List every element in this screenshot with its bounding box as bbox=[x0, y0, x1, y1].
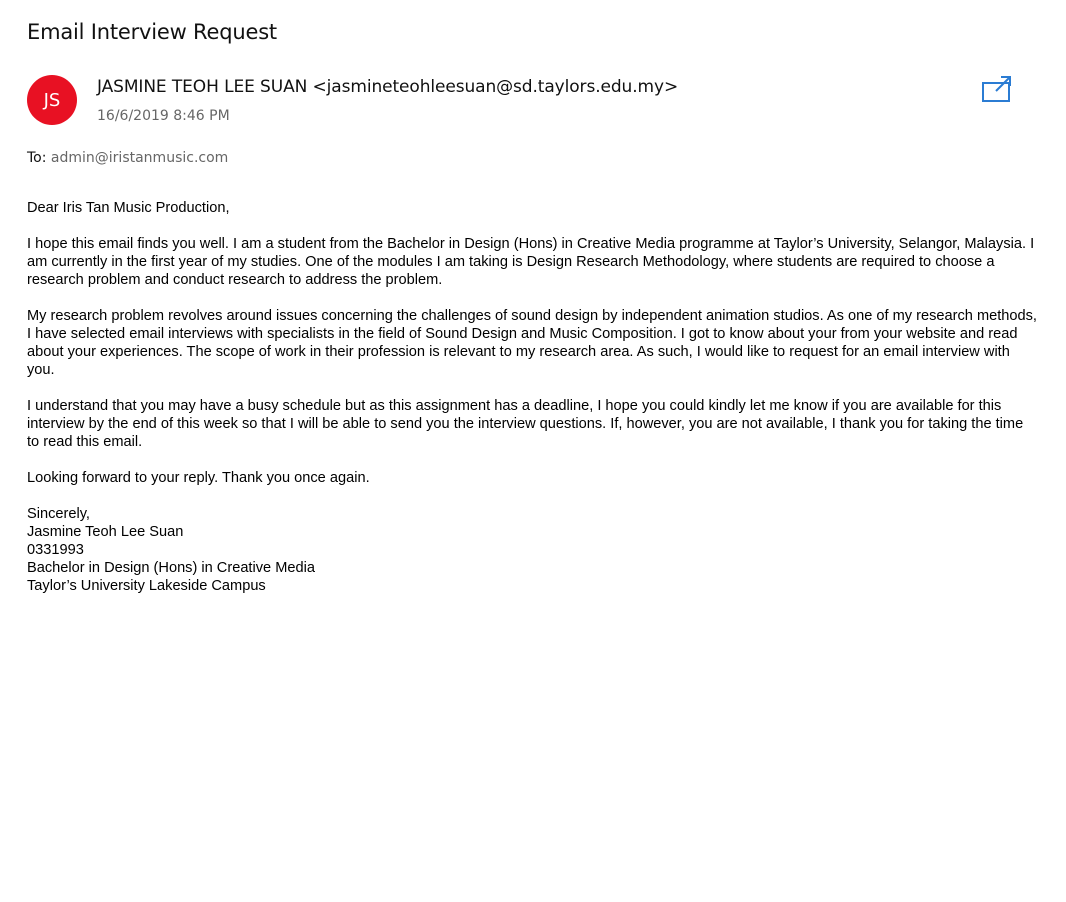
body-paragraph-4: Looking forward to your reply. Thank you once again. bbox=[27, 470, 370, 486]
signature-line: 0331993 bbox=[27, 542, 84, 558]
popout-icon bbox=[980, 74, 1014, 104]
email-subject: Email Interview Request bbox=[27, 20, 277, 44]
recipient-address[interactable]: admin@iristanmusic.com bbox=[50, 150, 229, 166]
recipient-line bbox=[27, 150, 228, 166]
sender-avatar bbox=[27, 75, 77, 125]
body-paragraph-2: My research problem revolves around issues concerning the challenges of sound design by independent animation studios. As one of my research methods, I have selected email interviews with specialists in the field of Sound Design and Music Composition. I got to know about your from your website and read about your experiences. The scope of work in their profession is relevant to my research area. As such, I would like to request for an email interview with you. bbox=[27, 308, 1037, 378]
open-in-new-window-button[interactable] bbox=[980, 74, 1014, 104]
signature-line: Jasmine Teoh Lee Suan bbox=[27, 524, 184, 540]
avatar-initials: JS bbox=[43, 89, 61, 111]
email-body bbox=[27, 199, 1039, 595]
signature-line: Taylor’s University Lakeside Campus bbox=[27, 578, 266, 594]
sender-name[interactable]: JASMINE TEOH LEE SUAN <jasmineteohleesuan@sd.taylors.edu.my> bbox=[97, 77, 679, 97]
body-paragraph-1: I hope this email finds you well. I am a student from the Bachelor in Design (Hons) in Creative Media programme at Taylor’s University, Selangor, Malaysia. I am currently in the first year of my studies. One of the modules I am taking is Design Research Methodology, where students are required to choose a research problem and conduct research to address the problem. bbox=[27, 236, 1035, 288]
greeting: Dear Iris Tan Music Production, bbox=[27, 200, 230, 216]
sent-date: 16/6/2019 8:46 PM bbox=[97, 108, 230, 124]
signature-line: Bachelor in Design (Hons) in Creative Media bbox=[27, 560, 315, 576]
signature-line: Sincerely, bbox=[27, 506, 90, 522]
body-paragraph-3: I understand that you may have a busy schedule but as this assignment has a deadline, I hope you could kindly let me know if you are available for this interview by the end of this week so that I will be able to send you the interview questions. If, however, you are not available, I thank you for taking the time to read this email. bbox=[27, 398, 1024, 450]
signature-block bbox=[27, 505, 1039, 595]
to-label: To: bbox=[27, 150, 47, 166]
